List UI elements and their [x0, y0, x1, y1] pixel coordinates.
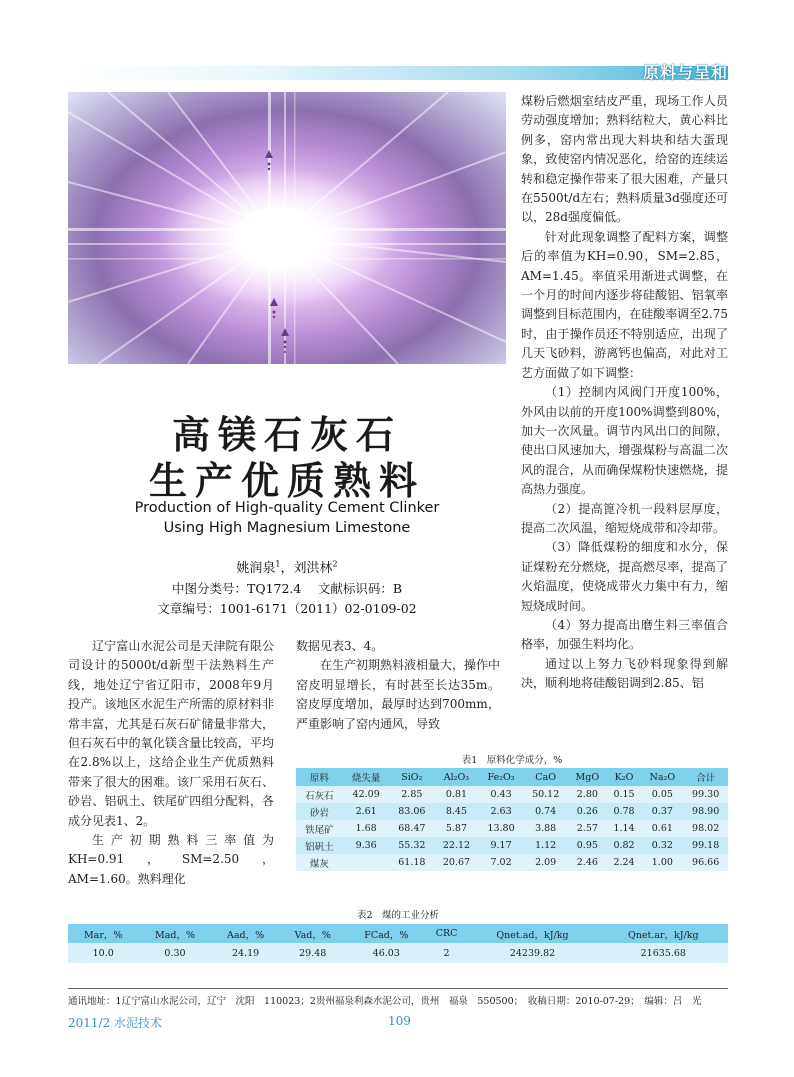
paragraph: （3）降低煤粉的细度和水分，保证煤粉充分燃烧，提高燃尽率，提高了火焰温度，使烧成带火力集中有力，缩短烧成时间。 [521, 540, 728, 613]
table-cell: 1.12 [523, 837, 568, 854]
table-cell [343, 854, 390, 871]
paragraph: 生产初期熟料三率值为KH=0.91，SM=2.50，AM=1.60。熟料理化 [68, 833, 274, 886]
table-cell: 3.88 [523, 820, 568, 837]
table-cell: 13.80 [479, 820, 524, 837]
table-cell: 石灰石 [296, 786, 343, 803]
table-header-cell: K₂O [607, 768, 642, 786]
table-cell: 61.18 [390, 854, 435, 871]
table-cell: 9.36 [343, 837, 390, 854]
table-cell: 8.45 [434, 803, 479, 820]
table-row [296, 820, 728, 837]
footer-divider [68, 988, 728, 989]
table-cell: 0.32 [641, 837, 683, 854]
title-cn-line2: 生产优质熟料 [148, 459, 425, 503]
table-cell: 2.24 [607, 854, 642, 871]
table-header-cell: Mar，% [68, 924, 138, 943]
paragraph: 通过以上努力飞砂料现象得到解决，顺利地将硅酸铝调到2.85、铝 [521, 656, 728, 691]
table-cell: 2.09 [523, 854, 568, 871]
body-column-left [68, 637, 274, 889]
footer-note: 通讯地址：1辽宁富山水泥公司，辽宁 沈阳 110023；2贵州福泉利森水泥公司，贵州 福泉 550500； 收稿日期：2010-07-29； 编辑：吕 光 [68, 996, 702, 1007]
table-cell: 99.30 [683, 786, 728, 803]
table-cell: 5.87 [434, 820, 479, 837]
table-header-cell: 烧失量 [343, 768, 390, 786]
table-header-cell: CaO [523, 768, 568, 786]
table-cell: 2.80 [568, 786, 607, 803]
table-header-cell: 原料 [296, 768, 343, 786]
table-cell: 2 [427, 943, 467, 963]
table-row [68, 943, 728, 963]
title-en-line1: Production of High-quality Cement Clinker [134, 500, 440, 516]
table-header-row [68, 924, 728, 943]
table-cell: 42.09 [343, 786, 390, 803]
body-column-middle [296, 637, 500, 734]
table-header-cell: SiO₂ [390, 768, 435, 786]
paragraph: 辽宁富山水泥公司是天津院有限公司设计的5000t/d新型干法熟料生产线，地处辽宁省辽阳市，2008年9月投产。该地区水泥生产所需的原材料非常丰富，尤其是石灰石矿储量非常大，但石灰石中的氧化镁含量比较高，平均在2.8%以上，这给企业生产优质熟料带来了很大的困难。该厂采用石灰石、砂岩、铝矾土、铁尾矿四组分配料，各成分见表1、2。 [68, 639, 274, 828]
table-header-cell: FCad，% [346, 924, 427, 943]
hero-image [68, 92, 506, 364]
table-header-row [296, 768, 728, 786]
table-header-cell: Aad，% [212, 924, 280, 943]
table-cell: 22.12 [434, 837, 479, 854]
table-cell: 0.82 [607, 837, 642, 854]
section-header-bar [68, 66, 728, 80]
table-cell: 21635.68 [599, 943, 728, 963]
page-number: 109 [388, 1014, 411, 1028]
table1 [296, 768, 728, 871]
table-cell: 0.74 [523, 803, 568, 820]
paragraph: 在生产初期熟料液相量大，操作中窑皮明显增长，有时甚至长达35m。窑皮厚度增加，最厚时达到700mm，严重影响了窑内通风，导致 [296, 658, 501, 731]
author-2-affiliation: 2 [332, 559, 338, 569]
table-row [296, 786, 728, 803]
table-cell: 0.78 [607, 803, 642, 820]
section-title: 原料与呈和 [642, 63, 728, 82]
table2 [68, 924, 728, 963]
title-en-line2: Using High Magnesium Limestone [163, 520, 411, 536]
table-row [296, 854, 728, 871]
classification-line: 中图分类号：TQ172.4 文献标识码：B [171, 581, 403, 596]
table-cell: 99.18 [683, 837, 728, 854]
table-cell: 0.15 [607, 786, 642, 803]
table-header-cell: 合计 [683, 768, 728, 786]
table2-caption: 表2 煤的工业分析 [356, 910, 440, 921]
article-number-line: 文章编号：1001-6171（2011）02-0109-02 [157, 601, 417, 616]
table-header-cell: Al₂O₃ [434, 768, 479, 786]
table-header-cell: Na₂O [641, 768, 683, 786]
table-cell: 0.61 [641, 820, 683, 837]
authors [68, 557, 506, 576]
table-cell: 24239.82 [466, 943, 598, 963]
paragraph: 煤粉后燃烟室结皮严重，现场工作人员劳动强度增加；熟料结粒大，黄心料比例多，窑内常出现大料块和结大蛋现象，致使窑内情况恶化，给窑的连续运转和稳定操作带来了很大困难，产量只在5500t/d左右；熟料质量3d强度还可以，28d强度偏低。 [521, 94, 728, 225]
table-cell: 2.85 [390, 786, 435, 803]
table-cell: 96.66 [683, 854, 728, 871]
table-row [296, 803, 728, 820]
table-cell: 0.26 [568, 803, 607, 820]
table-cell: 2.57 [568, 820, 607, 837]
table-cell: 50.12 [523, 786, 568, 803]
table-cell: 0.37 [641, 803, 683, 820]
body-column-right [521, 92, 728, 694]
table-cell: 9.17 [479, 837, 524, 854]
table-cell: 98.02 [683, 820, 728, 837]
paragraph: （4）努力提高出磨生料三率值合格率，加强生料均化。 [521, 617, 728, 652]
table1-caption: 表1 原料化学成分，% [461, 755, 563, 766]
table-cell: 24.19 [212, 943, 280, 963]
table-cell: 煤灰 [296, 854, 343, 871]
table-cell: 2.46 [568, 854, 607, 871]
light-burst-graphic [68, 92, 506, 364]
table-cell: 0.05 [641, 786, 683, 803]
table-cell: 0.95 [568, 837, 607, 854]
paragraph: 针对此现象调整了配料方案，调整后的率值为KH=0.90，SM=2.85，AM=1.45。率值采用渐进式调整，在一个月的时间内逐步将硅酸铝、铝氧率调整到目标范围内，在硅酸率调至2.75时，由于操作员还不特别适应，出现了几天飞砂料，游离钙也偏高，对此对工艺方面做了如下调整： [521, 229, 728, 380]
table-header-cell: Fe₂O₃ [479, 768, 524, 786]
paragraph: （1）控制内风阀门开度100%，外风由以前的开度100%调整到80%，加大一次风量。调节内风出口的间隙，使出口风速加大，增强煤粉与高温二次风的混合，从而确保煤粉快速燃烧，提高热力强度。 [521, 385, 728, 497]
author-1: 姚润泉 [236, 561, 276, 576]
author-separator: ， [280, 561, 294, 576]
table-row [296, 837, 728, 854]
table-header-cell: Qnet.ar，kJ/kg [599, 924, 728, 943]
table-header-cell: Qnet.ad，kJ/kg [466, 924, 598, 943]
table-cell: 7.02 [479, 854, 524, 871]
author-1-affiliation: 1 [275, 559, 281, 569]
table-cell: 20.67 [434, 854, 479, 871]
table-cell: 2.61 [343, 803, 390, 820]
table-cell: 10.0 [68, 943, 138, 963]
table-header-cell: Mad，% [138, 924, 211, 943]
footer-issue: 2011/2 水泥技术 [68, 1016, 163, 1030]
table-cell: 2.63 [479, 803, 524, 820]
table-header-cell: Vad，% [280, 924, 346, 943]
table-cell: 98.90 [683, 803, 728, 820]
table-cell: 砂岩 [296, 803, 343, 820]
table-cell: 铁尾矿 [296, 820, 343, 837]
table-cell: 46.03 [346, 943, 427, 963]
table-cell: 1.00 [641, 854, 683, 871]
title-cn-line1: 高镁石灰石 [171, 413, 402, 457]
paragraph: （2）提高篦冷机一段料层厚度，提高二次风温，缩短烧成带和冷却带。 [521, 501, 728, 535]
table-cell: 0.43 [479, 786, 524, 803]
table-cell: 1.68 [343, 820, 390, 837]
author-2: 刘洪林 [293, 561, 333, 576]
table-header-cell: MgO [568, 768, 607, 786]
table-cell: 1.14 [607, 820, 642, 837]
table-cell: 0.81 [434, 786, 479, 803]
table-cell: 29.48 [280, 943, 346, 963]
table-cell: 55.32 [390, 837, 435, 854]
table-cell: 0.30 [138, 943, 211, 963]
table-header-cell: CRC [427, 924, 467, 943]
table-cell: 83.06 [390, 803, 435, 820]
table-cell: 68.47 [390, 820, 435, 837]
table-cell: 铝矾土 [296, 837, 343, 854]
paragraph: 数据见表3、4。 [296, 639, 384, 653]
